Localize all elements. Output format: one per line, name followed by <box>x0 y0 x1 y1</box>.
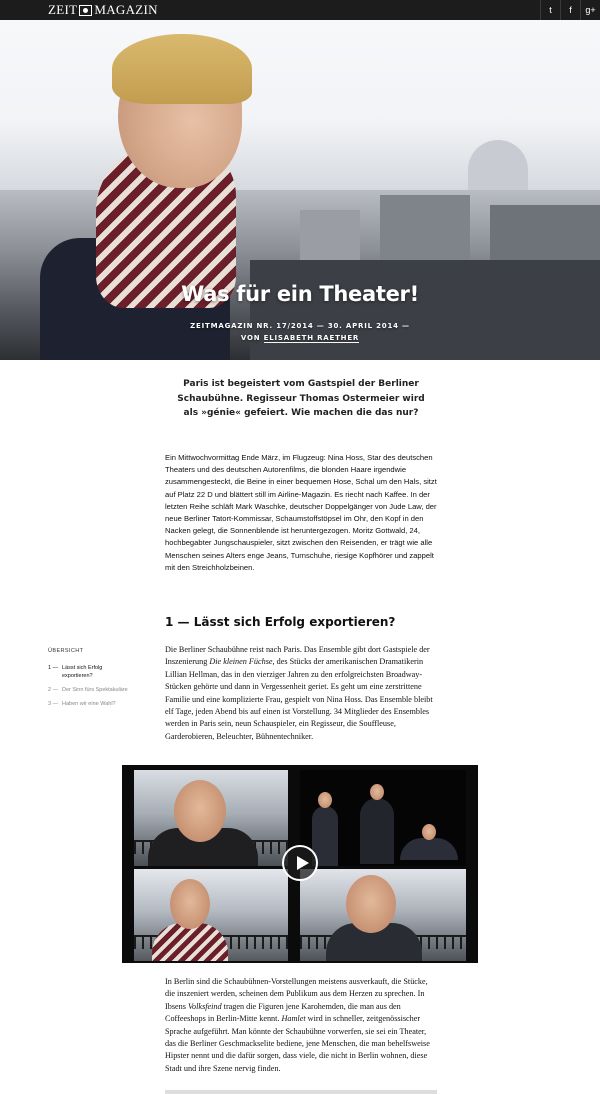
logo-seal-icon <box>79 5 92 16</box>
actor-face <box>422 824 436 840</box>
actor-face <box>370 784 384 800</box>
actor-face <box>318 792 332 808</box>
paragraph-text: , des Stücks der amerikanischen Dramatikerin Lillian Hellman, das in den vierziger Jahren zu den erfolgreichsten Broadway-Stücken gehörte und dann in Vergessenheit geriet. Es geht um eine zerstrittene Familie und eine komplizierte Frau, gespielt von Nina Hoss. Das Ensemble bleibt elf Tage, jeden Abend bis auf einen ist Vorstellung. 34 Mitglieder des Ensembles werden in Paris sein, neun Schauspieler, ein Regisseur, die Souffleuse, Garderobieren, Beleuchter, Bühnentechniker. <box>165 657 433 741</box>
next-paragraph-cut <box>165 1090 437 1094</box>
top-navigation-bar <box>0 0 600 20</box>
facebook-icon[interactable]: f <box>560 0 580 20</box>
video-frame-3 <box>134 869 288 961</box>
toc-item-number: 3 — <box>48 701 59 707</box>
author-link[interactable]: ELISABETH RAETHER <box>263 334 360 342</box>
paragraph-text: tragen die Figuren jene Karohemden, die man aus den Coffeeshops in Berlin-Mitte kennt. <box>165 1001 401 1024</box>
logo-text-magazin: MAGAZIN <box>94 2 158 17</box>
toc-item-label: Haben wir eine Wahl? <box>62 701 116 707</box>
hero-image <box>0 20 600 360</box>
logo-text-zeit: ZEIT <box>48 2 78 17</box>
google-plus-icon[interactable]: g+ <box>580 0 600 20</box>
video-frame-1 <box>134 770 288 866</box>
byline <box>0 332 600 344</box>
body-paragraph-1 <box>165 644 437 743</box>
person-face <box>346 875 396 933</box>
article-title: Was für ein Theater! <box>181 282 419 306</box>
article-lead: Paris ist begeistert vom Gastspiel der Berliner Schaubühne. Regisseur Thomas Ostermeier wird als »génie« gefeiert. Wie machen die das nur? <box>177 379 425 418</box>
section-heading: 1 — Lässt sich Erfolg exportieren? <box>165 615 396 629</box>
actor-silhouette <box>400 838 458 860</box>
toc-item-1[interactable] <box>48 664 128 680</box>
video-frame-2 <box>300 770 466 866</box>
video-player[interactable] <box>122 765 478 963</box>
article-intro: Ein Mittwochvormittag Ende März, im Flugzeug: Nina Hoss, Star des deutschen Theaters und des deutschen Autorenfilms, die blonden Haare irgendwie zusammengesteckt, die Beine in einer bequemen Hose, Schal um den Hals, sitzt auf Platz 22 D und blättert still im Airline-Magazin. Es riecht nach Kaffee. In der letzten Reihe schläft Mark Waschke, deutscher Doppelgänger von Jude Law, der neue Berliner Tatort-Kommissar, Schaumstoffstöpsel im Ohr, den Kopf in den Nacken gelegt, die Sonnenblende ist heruntergezogen. Moritz Gottwald, 24, hochbegabter Jungschauspieler, sitzt zwischen den Reisenden, er trägt wie alle Menschen seines Alters enge Jeans, Turnschuhe, riesige Kopfhörer und zappelt mit den Streichholzbeinen. <box>165 453 437 572</box>
hero-portrait-hair <box>112 34 252 104</box>
body-paragraph-2 <box>165 976 437 1075</box>
paragraph-text: In Berlin sind die Schaubühnen-Vorstellungen meistens ausverkauft, die Stücke, die inszeniert werden, scheinen dem Publikum aus dem Herzen zu sprechen. In Ibsens <box>165 977 428 1011</box>
toc-item-label: Der Sinn fürs Spektakuläre <box>62 687 128 693</box>
issue-date: ZEITMAGAZIN NR. 17/2014 — 30. APRIL 2014 — <box>190 322 410 330</box>
person-face <box>174 780 226 842</box>
play-title: Hamlet <box>281 1014 306 1024</box>
zeit-magazin-logo[interactable] <box>48 2 158 18</box>
play-title: Volksfeind <box>187 1001 222 1011</box>
video-frame-4 <box>300 869 466 961</box>
hero-dome-shape <box>468 140 528 192</box>
toc-item-3[interactable] <box>48 700 128 708</box>
paragraph-text: Die Berliner Schaubühne reist nach Paris. Das Ensemble gibt dort Gastspiele der Inszenierung <box>165 645 430 667</box>
twitter-icon[interactable]: t <box>540 0 560 20</box>
toc-title: ÜBERSICHT <box>48 648 84 654</box>
toc-item-number: 2 — <box>48 687 59 693</box>
person-face <box>170 879 210 929</box>
toc-item-number: 1 — <box>48 665 59 671</box>
toc-item-2[interactable] <box>48 686 128 694</box>
play-title: Die kleinen Füchse <box>209 657 273 667</box>
play-button-icon[interactable] <box>282 845 318 881</box>
hero-rooftops <box>250 260 600 360</box>
toc-item-label: Lässt sich Erfolg exportieren? <box>62 665 103 679</box>
actor-silhouette <box>360 798 394 864</box>
paragraph-text: wird in schneller, zeitgenössischer Sprache aufgeführt. Man könnte der Schaubühne vorwerfen, sie sei ein Theater, das die Berliner Geschmackselite bediene, jene Menschen, die man behelfsweise Hipster nennt und die dafür sorgen, dass viele, die nicht in Berlin wohnen, diese Stadt und ihre Szene nervig finden. <box>165 1014 430 1073</box>
byline-prefix: VON <box>240 334 264 342</box>
article-meta <box>0 320 600 344</box>
social-share-bar <box>540 0 600 20</box>
table-of-contents <box>48 648 128 714</box>
